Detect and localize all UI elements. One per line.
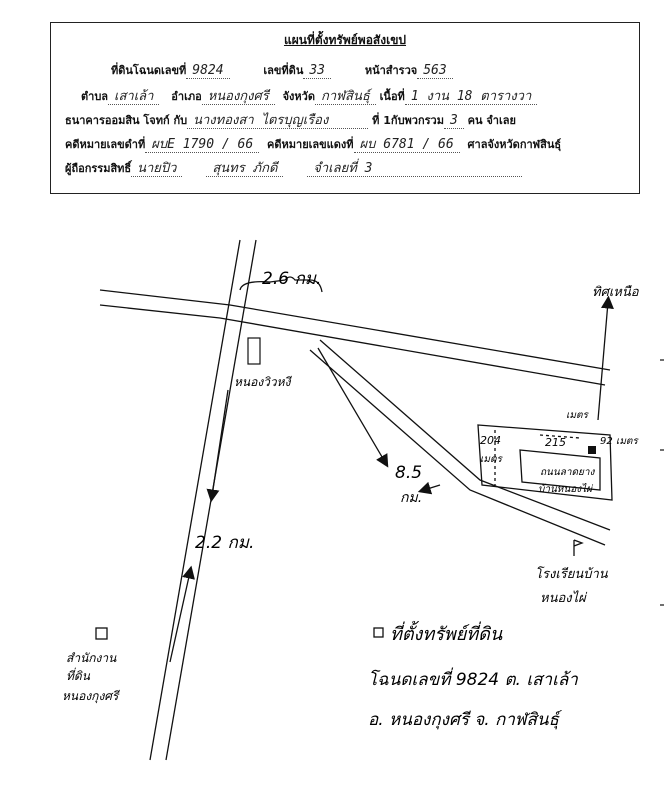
label-measure-left-unit: เมตร bbox=[480, 454, 502, 465]
owner-title: นายปิว bbox=[131, 161, 182, 177]
red-case-number: ผบ 6781 / 66 bbox=[354, 137, 460, 153]
label-measure-plot: เมตร bbox=[566, 410, 588, 421]
district: หนองกุงศรี bbox=[202, 89, 275, 105]
ew-road-top-edge bbox=[100, 290, 610, 370]
label-office-left-3: หนองกุงศรี bbox=[62, 689, 119, 703]
main-road-left-edge bbox=[150, 240, 240, 760]
label-plot-2: บ้านหนองไผ่ bbox=[538, 484, 593, 495]
deed-number: 9824 bbox=[186, 63, 229, 79]
label-north: ทิศเหนือ bbox=[592, 285, 639, 300]
row-location: ตำบล เสาเล้า อำเภอ หนองกุงศรี จังหวัด กาฬสินธุ์ เนื้อที่ 1 งาน 18 ตารางวา bbox=[81, 85, 537, 106]
label-measure-mid: 215 bbox=[545, 436, 566, 449]
note-line-1: ที่ตั้งทรัพย์ที่ดิน bbox=[390, 624, 503, 645]
ew-road-bottom-edge bbox=[100, 305, 605, 385]
property-info-box bbox=[50, 22, 640, 194]
owner-name: สุนทร ภักดี bbox=[206, 161, 283, 177]
label-school-left: หนองวิวหงี bbox=[234, 375, 291, 389]
south-distance-arrow bbox=[212, 390, 228, 496]
note-line-2: โฉนดเลขที่ 9824 ต. เสาเล้า bbox=[368, 670, 578, 690]
label-plot-1: ถนนลาดยาง bbox=[540, 467, 595, 478]
north-arrow bbox=[598, 302, 608, 420]
label-office-left-1: สำนักงาน bbox=[66, 651, 117, 665]
owner-role: จำเลยที่ 3 bbox=[307, 161, 522, 177]
label-measure-left: 204 bbox=[480, 434, 501, 447]
land-area: 1 งาน 18 ตารางวา bbox=[405, 89, 537, 105]
subdistrict: เสาเล้า bbox=[108, 89, 159, 105]
label-dist-left: 2.2 กม. bbox=[195, 533, 255, 553]
note-marker bbox=[374, 628, 383, 637]
defendant-count: 3 bbox=[444, 113, 464, 129]
label-office-left-2: ที่ดิน bbox=[66, 669, 90, 683]
row-deed: ที่ดินโฉนดเลขที่ 9824 เลขที่ดิน 33 หน้าสำรวจ 563 bbox=[111, 61, 453, 79]
land-office-marker bbox=[96, 628, 107, 639]
land-number: 33 bbox=[303, 63, 331, 79]
row-owner: ผู้ถือกรรมสิทธิ์ นายปิว สุนทร ภักดี จำเลยที่ 3 bbox=[65, 157, 522, 178]
school-building-left bbox=[248, 338, 260, 364]
row-case: คดีหมายเลขดำที่ ผบE 1790 / 66 คดีหมายเลขแดงที่ ผบ 6781 / 66 ศาลจังหวัดกาฬสินธุ์ bbox=[65, 137, 562, 152]
label-dist-diag: 8.5 bbox=[395, 463, 423, 483]
plot-pin bbox=[588, 446, 596, 454]
diag-road-top bbox=[320, 340, 610, 530]
note-line-3: อ. หนองกุงศรี จ. กาฬสินธุ์ bbox=[368, 710, 559, 730]
label-dist-top: 2.6 กม. bbox=[262, 269, 322, 289]
sketch-map bbox=[0, 200, 668, 800]
form-title: แผนที่ตั้งทรัพย์พอสังเขป bbox=[283, 33, 407, 47]
main-road-right-edge bbox=[166, 240, 256, 760]
arrow-to-plot bbox=[424, 485, 440, 490]
label-school-right-1: โรงเรียนบ้าน bbox=[535, 567, 608, 582]
row-parties: ธนาคารออมสิน โจทก์ กับ นางทองสา ไตรบุญเรือง ที่ 1กับพวกรวม 3 คน จำเลย bbox=[65, 113, 516, 128]
label-dist-diag-unit: กม. bbox=[400, 490, 423, 506]
survey-page: 563 bbox=[417, 63, 452, 79]
label-measure-right: 92 เมตร bbox=[600, 436, 638, 447]
label-school-right-2: หนองไผ่ bbox=[540, 591, 586, 606]
diag-distance-arrow bbox=[318, 348, 385, 462]
school-flag-right bbox=[574, 540, 582, 556]
black-case-number: ผบE 1790 / 66 bbox=[145, 137, 259, 153]
defendant-name: นางทองสา ไตรบุญเรือง bbox=[187, 113, 368, 129]
province: กาฬสินธุ์ bbox=[315, 89, 376, 105]
